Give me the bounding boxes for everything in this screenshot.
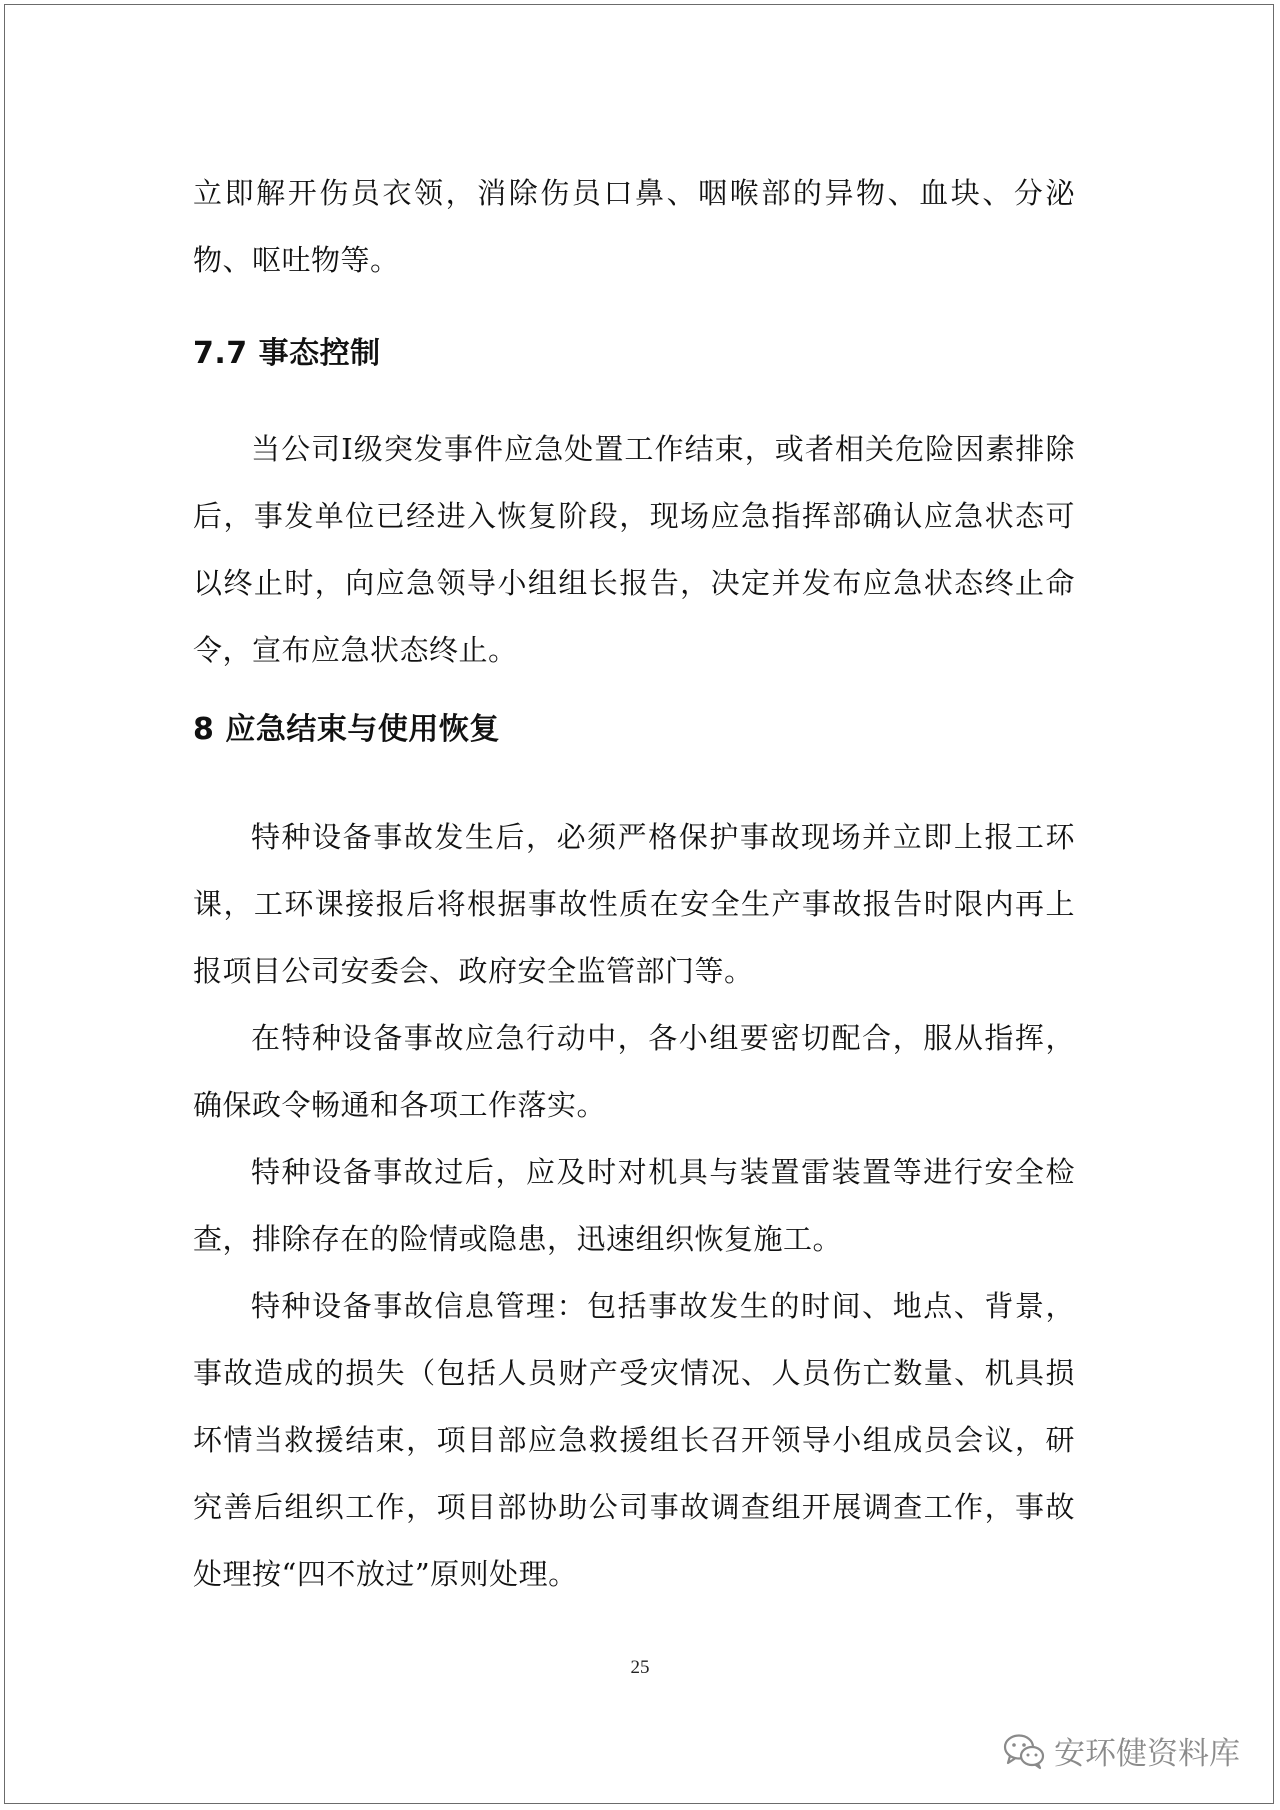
watermark-text: 安环健资料库 [1054, 1736, 1240, 1772]
section-8-paragraph-2: 在特种设备事故应急行动中，各小组要密切配合，服从指挥，确保政令畅通和各项工作落实。 [193, 1021, 1075, 1122]
section-heading-7-7: 7.7 事态控制 [193, 336, 381, 371]
section-heading-8: 8 应急结束与使用恢复 [193, 712, 500, 747]
section-8-paragraph-4: 特种设备事故信息管理：包括事故发生的时间、地点、背景，事故造成的损失（包括人员财产受灾情况、人员伤亡数量、机具损坏情当救援结束，项目部应急救援组长召开领导小组成员会议，研究善后组织工作，项目部协助公司事故调查组开展调查工作，事故处理按“四不放过”原则处理。 [193, 1289, 1075, 1591]
section-8-paragraph-3: 特种设备事故过后，应及时对机具与装置雷装置等进行安全检查，排除存在的险情或隐患，迅速组织恢复施工。 [193, 1155, 1075, 1256]
section-8-paragraph-1: 特种设备事故发生后，必须严格保护事故现场并立即上报工环课，工环课接报后将根据事故性质在安全生产事故报告时限内再上报项目公司安委会、政府安全监管部门等。 [193, 820, 1075, 988]
wechat-icon [1002, 1732, 1046, 1770]
watermark [1002, 1728, 1240, 1773]
document-body [193, 160, 1075, 1608]
page-number: 25 [630, 1657, 650, 1678]
continuation-paragraph: 立即解开伤员衣领，消除伤员口鼻、咽喉部的异物、血块、分泌物、呕吐物等。 [193, 176, 1075, 277]
section-7-7-paragraph: 当公司Ⅰ级突发事件应急处置工作结束，或者相关危险因素排除后，事发单位已经进入恢复阶段，现场应急指挥部确认应急状态可以终止时，向应急领导小组组长报告，决定并发布应急状态终止命令，宣布应急状态终止。 [193, 432, 1075, 667]
